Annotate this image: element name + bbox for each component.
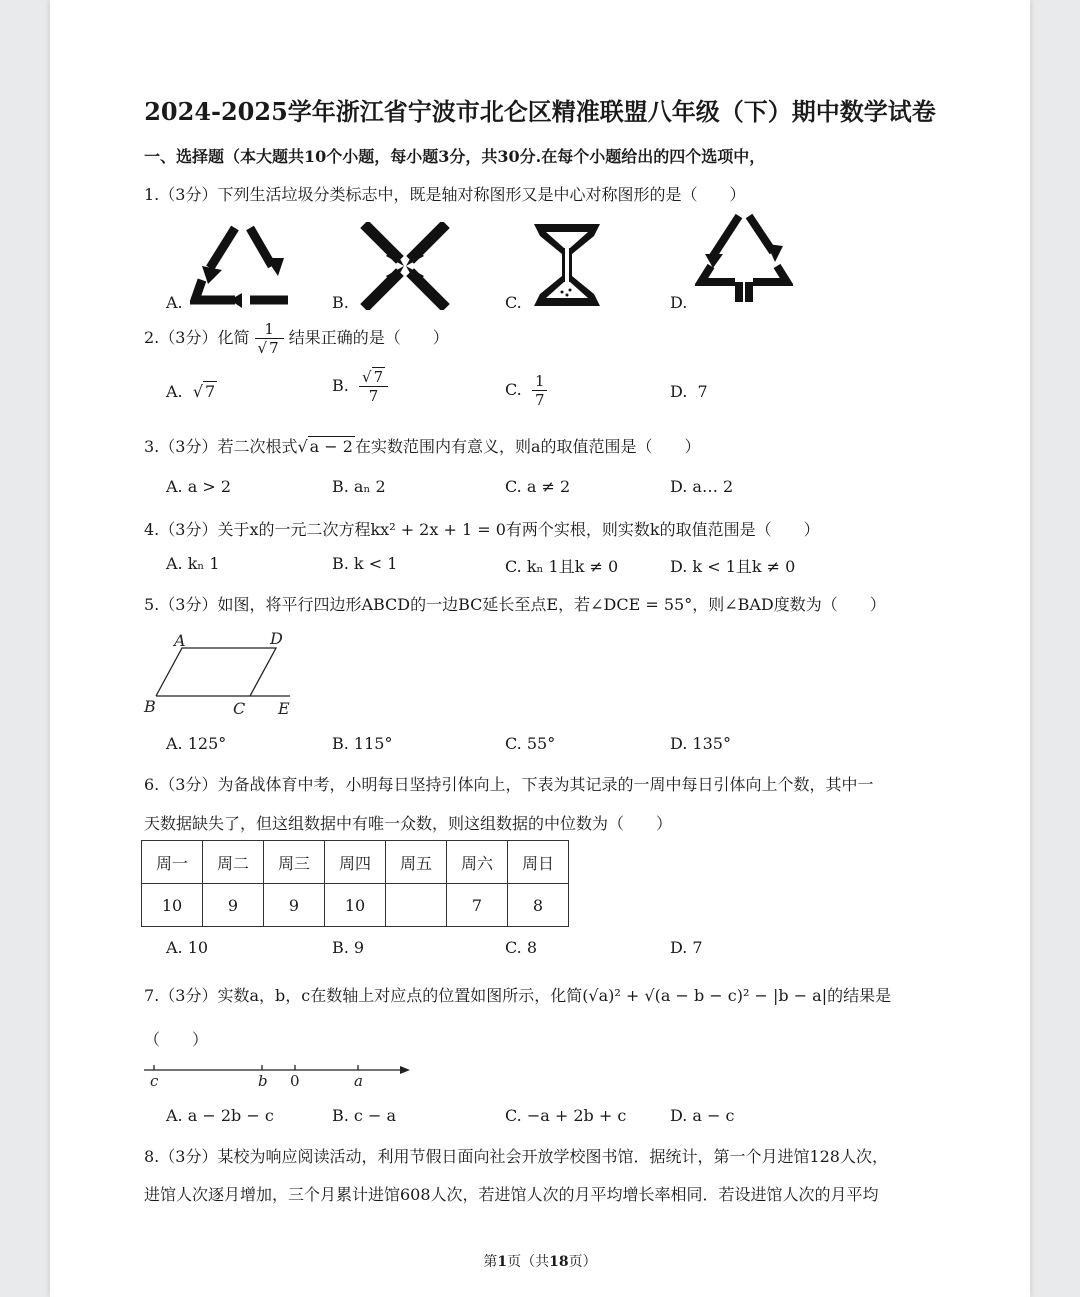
q1-option-b-label: B. [332, 293, 349, 312]
point-e-label: E [278, 699, 290, 718]
page-footer [50, 1251, 1030, 1271]
table-cell: 9 [203, 884, 264, 927]
q7-option-b: B. c − a [332, 1106, 397, 1125]
q2-a-value: 7 [205, 382, 216, 401]
table-cell-missing [386, 884, 447, 927]
q2-stem-post: 结果正确的是（ ） [288, 328, 449, 347]
q4-option-a: A. kₙ 1 [166, 554, 220, 573]
q1-option-d-label: D. [670, 293, 688, 312]
q3-stem-post: 在实数范围内有意义，则a的取值范围是（ ） [354, 437, 701, 456]
q6-option-a: A. 10 [166, 938, 209, 957]
footer-total-pages: 18 [549, 1254, 569, 1270]
q2-b-label: B. [332, 376, 349, 395]
vertex-a-label: A [174, 631, 186, 650]
q4-option-b: B. k < 1 [332, 554, 398, 573]
q2-option-d [670, 382, 708, 401]
question-5-stem: 5.（3分）如图，将平行四边形ABCD的一边BC延长至点E，若∠DCE = 55°，则∠BAD度数为（ ） [144, 595, 886, 614]
question-1-stem: 1.（3分）下列生活垃圾分类标志中，既是轴对称图形又是中心对称图形的是（ ） [144, 185, 746, 204]
q7-option-a: A. a − 2b − c [166, 1106, 274, 1125]
parallelogram-figure [140, 628, 300, 718]
exam-page [50, 0, 1030, 1297]
question-6-line-2: 天数据缺失了，但这组数据中有唯一众数，则这组数据的中位数为（ ） [144, 814, 673, 833]
vertex-d-label: D [270, 629, 283, 648]
q7-option-c: C. −a + 2b + c [505, 1106, 627, 1125]
table-header-cell: 周四 [325, 841, 386, 884]
question-8-line-1: 8.（3分）某校为响应阅读活动，利用节假日面向社会开放学校图书馆．据统计，第一个月进馆128人次， [144, 1147, 888, 1166]
page-title: 2024-2025学年浙江省宁波市北仑区精准联盟八年级（下）期中数学试卷 [144, 97, 936, 126]
q4-option-c: C. kₙ 1且k ≠ 0 [505, 557, 619, 576]
axis-label-c: c [150, 1072, 159, 1090]
table-header-cell: 周二 [203, 841, 264, 884]
table-cell: 9 [264, 884, 325, 927]
table-cell: 10 [142, 884, 203, 927]
section-heading: 一、选择题（本大题共10个小题，每小题3分，共30分.在每个小题给出的四个选项中， [144, 147, 766, 166]
q2-frac-denominator: 7 [269, 339, 279, 357]
q6-option-d: D. 7 [670, 938, 703, 957]
axis-label-zero: 0 [290, 1072, 300, 1090]
axis-label-a: a [354, 1072, 363, 1090]
table-header-cell: 周五 [386, 841, 447, 884]
q7-option-d: D. a − c [670, 1106, 735, 1125]
q3-option-b: B. aₙ 2 [332, 477, 386, 496]
q3-option-c: C. a ≠ 2 [505, 477, 571, 496]
recycle-triangle-icon [190, 218, 295, 310]
q3-option-a: A. a > 2 [166, 477, 232, 496]
q2-option-a: A. √ 7 [166, 382, 216, 401]
question-6-line-1: 6.（3分）为备战体育中考，小明每日坚持引体向上，下表为其记录的一周中每日引体向上个数，其中一 [144, 775, 874, 794]
hourglass-icon [530, 220, 604, 310]
q2-a-label: A. [166, 382, 183, 401]
q2-b-denominator: 7 [368, 387, 379, 405]
q1-option-a-label: A. [166, 293, 183, 312]
q5-option-d: D. 135° [670, 734, 731, 753]
vertex-b-label: B [144, 697, 156, 716]
number-line-figure [142, 1058, 414, 1090]
q2-option-b: B. $\frac{√ 7}{7}$ [332, 368, 388, 405]
question-7-answer-paren: （ ） [144, 1030, 209, 1049]
q2-c-denominator: 7 [534, 391, 545, 409]
q2-option-c [505, 372, 547, 409]
q1-option-c-label: C. [505, 293, 522, 312]
q2-stem-pre: 2.（3分）化简 [144, 328, 250, 347]
question-2-stem [144, 320, 449, 357]
four-arrows-cross-icon [360, 222, 450, 310]
q3-stem-pre: 3.（3分）若二次根式 [144, 437, 298, 456]
table-header-row [142, 841, 569, 884]
table-header-cell: 周三 [264, 841, 325, 884]
table-header-cell: 周六 [447, 841, 508, 884]
q4-option-d: D. k < 1且k ≠ 0 [670, 557, 796, 576]
recycle-tree-icon [695, 210, 793, 310]
q2-fraction: $\frac{1}{√ 7}$ [255, 320, 284, 357]
q5-option-b: B. 115° [332, 734, 393, 753]
table-cell: 7 [447, 884, 508, 927]
q3-option-d: D. a… 2 [670, 477, 734, 496]
table-header-cell: 周日 [508, 841, 569, 884]
q6-option-b: B. 9 [332, 938, 365, 957]
axis-label-b: b [258, 1072, 268, 1090]
footer-mid: 页（共 [507, 1254, 550, 1270]
table-cell: 10 [325, 884, 386, 927]
question-3-stem: 3.（3分）若二次根式√ a − 2 在实数范围内有意义，则a的取值范围是（ ） [144, 437, 701, 456]
q2-d-label: D. [670, 382, 688, 401]
q2-d-value: 7 [697, 382, 708, 401]
pullup-table [141, 840, 569, 927]
question-8-line-2: 进馆人次逐月增加，三个月累计进馆608人次，若进馆人次的月平均增长率相同．若设进馆人次的月平均 [144, 1185, 879, 1204]
q5-option-a: A. 125° [166, 734, 227, 753]
question-4-stem: 4.（3分）关于x的一元二次方程kx² + 2x + 1 = 0有两个实根，则实数k的取值范围是（ ） [144, 520, 820, 539]
q2-b-numerator: 7 [373, 368, 384, 386]
q6-option-c: C. 8 [505, 938, 538, 957]
q2-c-label: C. [505, 380, 522, 399]
footer-post: 页） [568, 1254, 597, 1270]
footer-page-number: 1 [497, 1254, 508, 1270]
q2-frac-numerator: 1 [255, 320, 284, 339]
q3-radicand: a − 2 [309, 437, 353, 456]
q5-option-c: C. 55° [505, 734, 556, 753]
question-7-stem: 7.（3分）实数a，b，c在数轴上对应点的位置如图所示，化简(√a)² + √(a − b − c)² − |b − a|的结果是 [144, 986, 892, 1005]
table-cell: 8 [508, 884, 569, 927]
vertex-c-label: C [233, 699, 246, 718]
q2-c-numerator: 1 [532, 372, 548, 391]
footer-pre: 第 [483, 1254, 498, 1270]
table-header-cell: 周一 [142, 841, 203, 884]
table-row [142, 884, 569, 927]
